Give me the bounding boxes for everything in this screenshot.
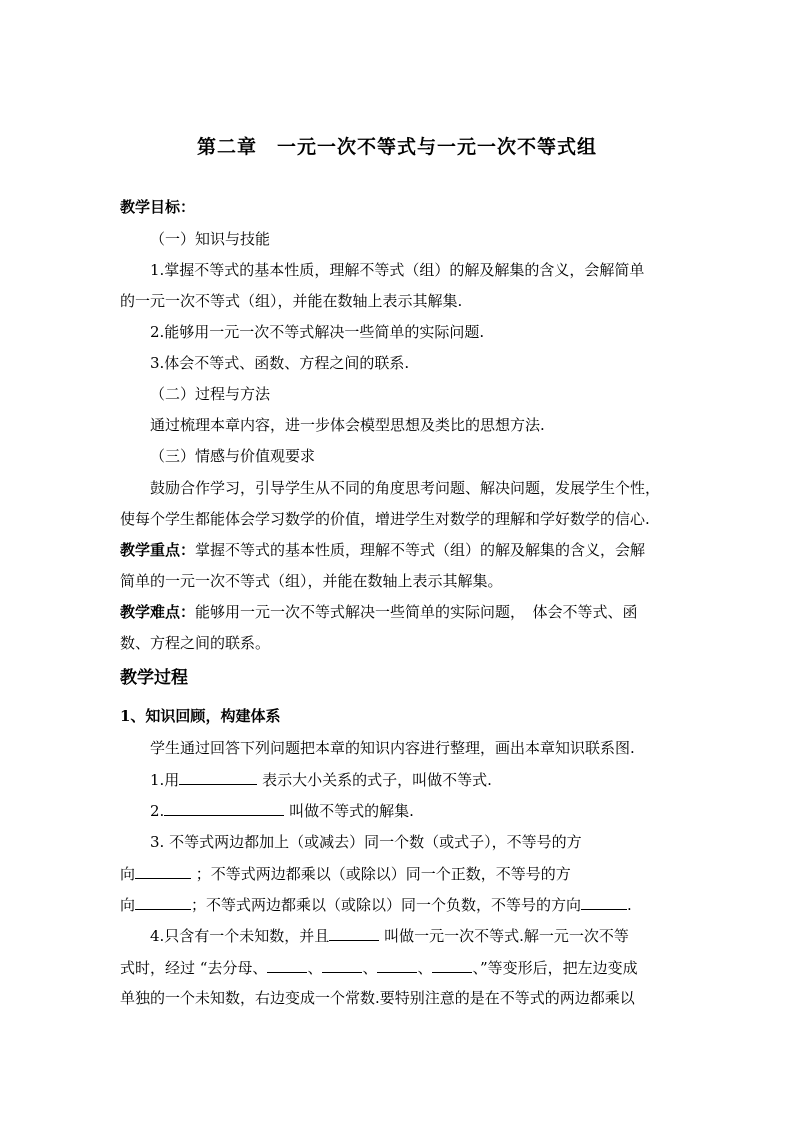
objective-1-line-2: 的一元一次不等式（组），并能在数轴上表示其解集. (120, 292, 463, 310)
q4-sep-2: 、 (362, 959, 378, 977)
key-points-line-1 (120, 540, 680, 560)
question-2 (150, 800, 710, 821)
process-methods-text: 通过梳理本章内容，进一步体会模型思想及类比的思想方法. (150, 416, 545, 434)
q1-blank[interactable] (179, 769, 257, 785)
objective-1-line-1: 1.掌握不等式的基本性质，理解不等式（组）的解及解集的含义，会解简单 (150, 261, 645, 279)
q4-l2-prefix: 式时，经过 “去分母、 (120, 959, 268, 977)
key-points-label: 教学重点： (120, 541, 196, 559)
q4-blank-1[interactable] (329, 925, 379, 941)
question-3-line-2 (120, 863, 680, 884)
difficulties-label: 教学难点： (120, 603, 196, 621)
q1-suffix: 表示大小关系的式子，叫做不等式. (257, 771, 492, 789)
q2-prefix: 2. (150, 802, 165, 820)
q3-l2-prefix: 向 (120, 865, 136, 883)
difficulties-text-1: 能够用一元一次不等式解决一些简单的实际问题， 体会不等式、函 (195, 603, 638, 621)
process-heading: 教学过程 (120, 668, 188, 688)
objectives-heading: 教学目标： (120, 198, 196, 216)
key-points-line-2: 简单的一元一次不等式（组），并能在数轴上表示其解集。 (120, 572, 503, 590)
section-process-methods: （二）过程与方法 (150, 385, 271, 403)
chapter-title: 第二章 一元一次不等式与一元一次不等式组 (196, 136, 597, 158)
q3-blank-3[interactable] (581, 894, 627, 910)
q3-l3-middle: ；不等式两边都乘以（或除以）同一个负数，不等号的方向 (191, 896, 582, 914)
q4-l1-prefix: 4.只含有一个未知数，并且 (150, 927, 330, 945)
objective-2: 2.能够用一元一次不等式解决一些简单的实际问题. (150, 323, 485, 341)
objective-3: 3.体会不等式、函数、方程之间的联系. (150, 354, 410, 372)
q3-blank-2[interactable] (135, 894, 191, 910)
key-points-text-1: 掌握不等式的基本性质，理解不等式（组）的解及解集的含义，会解 (195, 541, 646, 559)
values-text-line-1: 鼓励合作学习，引导学生从不同的角度思考问题、解决问题，发展学生个性， (150, 479, 661, 497)
question-3-line-3 (120, 894, 680, 915)
q4-l1-suffix: 叫做一元一次不等式.解一元一次不等 (379, 927, 629, 945)
difficulties-line-1 (120, 602, 680, 622)
question-3-line-1: 3. 不等式两边都加上（或减去）同一个数（或式子），不等号的方 (150, 833, 582, 851)
section-knowledge-skills: （一）知识与技能 (150, 230, 271, 248)
q3-blank-1[interactable] (135, 863, 191, 879)
q4-blank-4[interactable] (377, 957, 417, 973)
q4-sep-3: 、 (417, 959, 433, 977)
question-4-line-3: 单独的一个未知数，右边变成一个常数.要特别注意的是在不等式的两边都乘以 (120, 989, 635, 1007)
q4-sep-1: 、 (307, 959, 323, 977)
section-1-heading: 1、知识回顾，构建体系 (120, 707, 281, 725)
question-4-line-2 (120, 957, 680, 978)
q4-blank-3[interactable] (322, 957, 362, 973)
question-4-line-1 (150, 925, 710, 946)
q4-blank-2[interactable] (267, 957, 307, 973)
q4-l2-suffix: 、”等变形后，把左边变成 (472, 959, 638, 977)
q2-suffix: 叫做不等式的解集. (284, 802, 414, 820)
q3-l3-prefix: 向 (120, 896, 136, 914)
question-1 (150, 769, 710, 790)
q3-l3-period: . (627, 896, 632, 914)
section-values: （三）情感与价值观要求 (150, 447, 316, 465)
q2-blank[interactable] (164, 800, 284, 816)
difficulties-line-2: 数、方程之间的联系。 (120, 634, 271, 652)
q1-prefix: 1.用 (150, 771, 180, 789)
q4-blank-5[interactable] (432, 957, 472, 973)
q3-l2-suffix: ；不等式两边都乘以（或除以）同一个正数，不等号的方 (191, 865, 571, 883)
values-text-line-2: 使每个学生都能体会学习数学的价值，增进学生对数学的理解和学好数学的信心. (120, 510, 650, 528)
process-intro: 学生通过回答下列问题把本章的知识内容进行整理，画出本章知识联系图. (150, 739, 635, 757)
